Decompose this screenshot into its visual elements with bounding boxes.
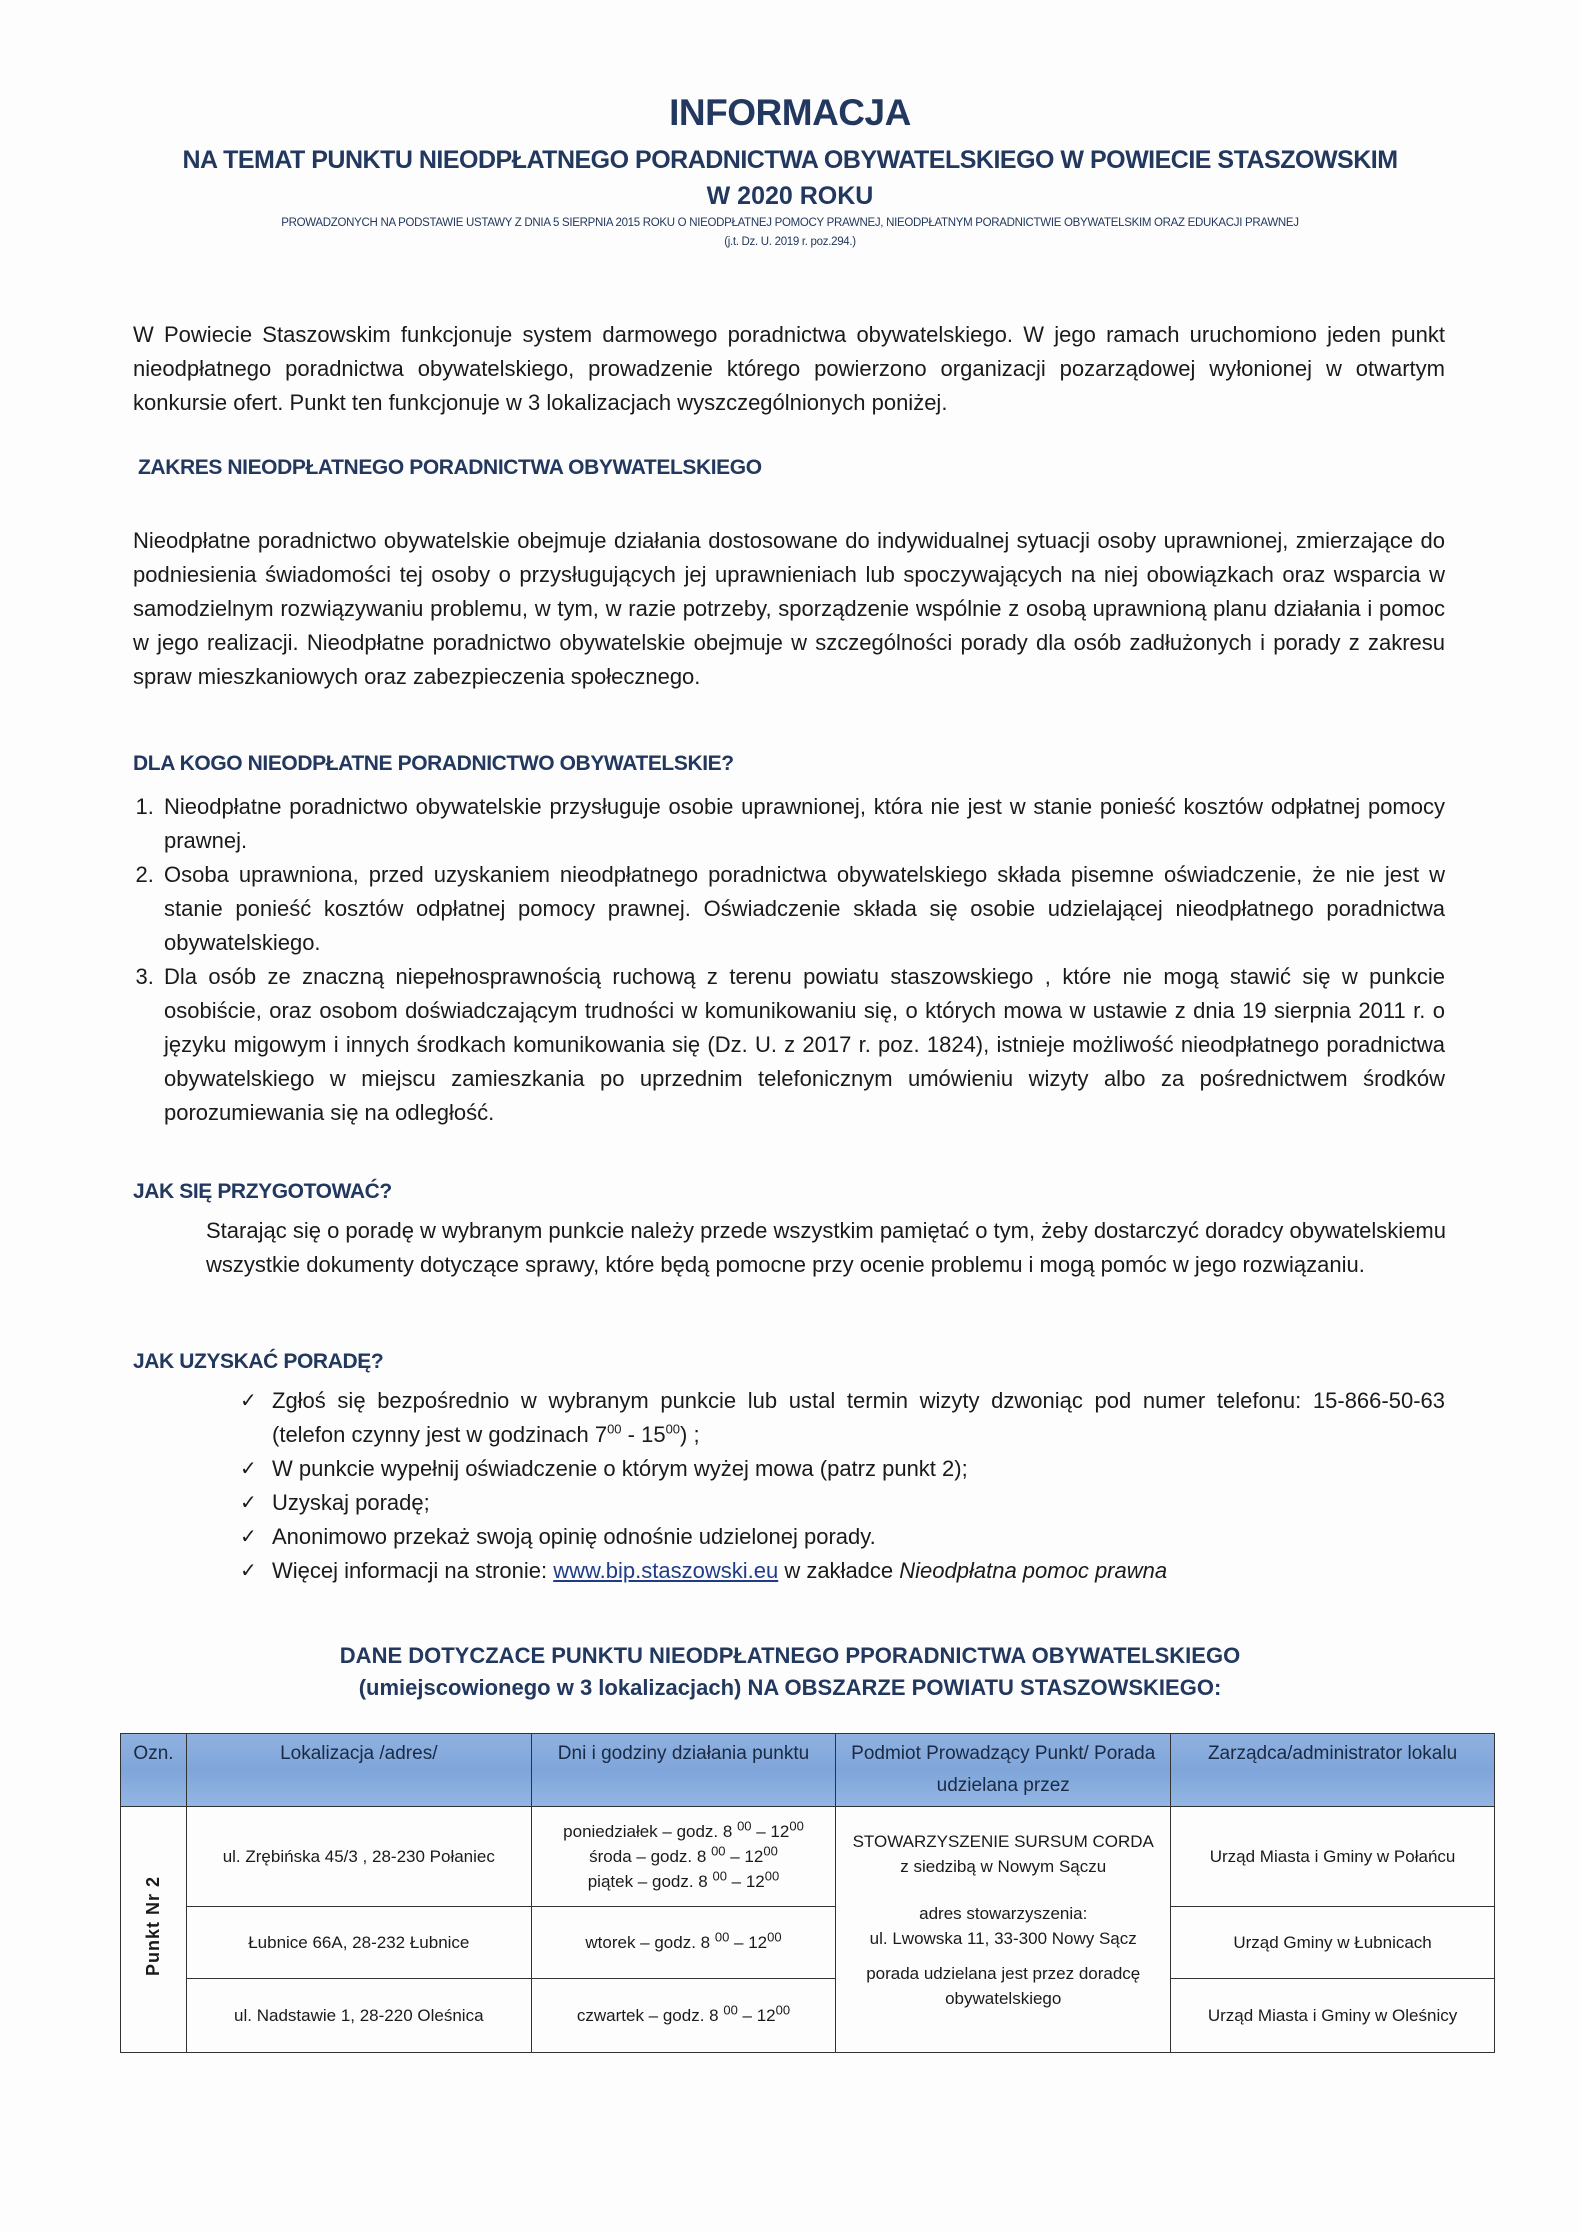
checkmark-icon: ✓ (240, 1492, 257, 1514)
checkmark-icon: ✓ (240, 1526, 257, 1548)
column-header-hours: Dni i godziny działania punktu (531, 1734, 836, 1807)
hours-line: czwartek – godz. 8 $^{00} - 12^{00}$ (576, 2002, 791, 2025)
checkmark-icon: ✓ (240, 1390, 257, 1412)
how-to-item-2: ✓ W punkcie wypełnij oświadczenie o którym wyżej mowa (patrz punkt 2); (240, 1452, 1445, 1486)
location-cell: Łubnice 66A, 28-232 Łubnice (186, 1907, 531, 1979)
table-title-line1: DANE DOTYCZACE PUNKTU NIEODPŁATNEGO PPORADNICTWA OBYWATELSKIEGO (339, 1643, 1241, 1668)
table-row (121, 1979, 1495, 2053)
administrator-cell: Urząd Miasta i Gminy w Oleśnicy (1171, 1979, 1495, 2053)
table-row (121, 1807, 1495, 1907)
bip-website-link[interactable]: www.bip.staszowski.eu (553, 1558, 779, 1583)
table-title-line2: (umiejscowionego w 3 lokalizacjach) NA OBSZARZE POWIATU STASZOWSKIEGO: (358, 1675, 1222, 1700)
table-row (121, 1907, 1495, 1979)
eligibility-heading: DLA KOGO NIEODPŁATNE PORADNICTWO OBYWATELSKIE? (133, 752, 734, 775)
column-header-operator: Podmiot Prowadzący Punkt/ Porada udzielana przez (836, 1734, 1171, 1807)
preparation-heading: JAK SIĘ PRZYGOTOWAĆ? (133, 1180, 392, 1203)
column-header-administrator: Zarządca/administrator lokalu (1171, 1734, 1495, 1807)
how-to-item-1: ✓ Zgłoś się bezpośrednio w wybranym punkcie lub ustal termin wizyty dzwoniąc pod numer telefonu: 15-866-50-63 (telefon czynny jest w godzinach $7^{00} - 15^{00}$) ; (240, 1384, 1445, 1452)
operator-seat: z siedzibą w Nowym Sączu (900, 1857, 1107, 1876)
document-subtitle: NA TEMAT PUNKTU NIEODPŁATNEGO PORADNICTWA OBYWATELSKIEGO W POWIECIE STASZOWSKIM (182, 146, 1398, 174)
scope-heading: ZAKRES NIEODPŁATNEGO PORADNICTWA OBYWATELSKIEGO (138, 456, 762, 479)
hours-line: wtorek – godz. 8 $^{00} - 12^{00}$ (585, 1929, 782, 1952)
column-header-designation: Ozn. (121, 1734, 187, 1807)
administrator-cell: Urząd Gminy w Łubnicach (1171, 1907, 1495, 1979)
document-year: W 2020 ROKU (706, 182, 874, 210)
legal-basis-line1: PROWADZONYCH NA PODSTAWIE USTAWY Z DNIA 5 SIERPNIA 2015 ROKU O NIEODPŁATNEJ POMOCY PRAWNEJ, NIEODPŁATNYM PORADNICTWIE OBYWATELSKIM ORAZ EDUKACJI PRAWNEJ (281, 217, 1299, 229)
checkmark-icon: ✓ (240, 1560, 257, 1582)
hours-line: środa – godz. 8 $^{00} - 12^{00}$ (589, 1843, 778, 1866)
legal-basis (120, 214, 1460, 252)
how-to-list (240, 1384, 1445, 1588)
hours-cell (531, 1907, 836, 1979)
how-to-item-4: ✓ Anonimowo przekaż swoją opinię odnośnie udzielonej porady. (240, 1520, 1445, 1554)
operator-address-label: adres stowarzyszenia: (919, 1904, 1088, 1923)
intro-paragraph: W Powiecie Staszowskim funkcjonuje system darmowego poradnictwa obywatelskiego. W jego ramach uruchomiono jeden punkt nieodpłatnego poradnictwa obywatelskiego, prowadzenie którego powierzono organizacji pozarządowej wyłonionej w otwartym konkursie ofert. Punkt ten funkcjonuje w 3 lokalizacjach wyszczególnionych poniżej. (133, 322, 1445, 415)
hours-line: poniedziałek – godz. 8 $^{00} - 12^{00}$ (563, 1818, 804, 1841)
preparation-paragraph: Starając się o poradę w wybranym punkcie należy przede wszystkim pamiętać o tym, żeby dostarczyć doradcy obywatelskiemu wszystkie dokumenty dotyczące sprawy, które będą pomocne przy ocenie problemu i mogą pomóc w jego rozwiązaniu. (206, 1218, 1446, 1277)
administrator-cell: Urząd Miasta i Gminy w Połańcu (1171, 1807, 1495, 1907)
eligibility-item-3: 3. Dla osób ze znaczną niepełnosprawnością ruchową z terenu powiatu staszowskiego , które nie mogą stawić się w punkcie osobiście, oraz osobom doświadczającym trudności w komunikowaniu się, o których mowa w ustawie z dnia 19 sierpnia 2011 r. o języku migowym i innych środkach komunikowania się (Dz. U. z 2017 r. poz. 1824), istnieje możliwość nieodpłatnego poradnictwa obywatelskiego w miejscu zamieszkania po uprzednim telefonicznym umówieniu wizyty albo za pośrednictwem środków porozumiewania się na odległość. (160, 960, 1445, 1130)
point-label: Punkt Nr 2 (142, 1875, 163, 1977)
table-header-row (121, 1734, 1495, 1807)
column-header-location: Lokalizacja /adres/ (186, 1734, 531, 1807)
hours-line: piątek – godz. 8 $^{00} - 12^{00}$ (587, 1868, 780, 1891)
how-to-item-3: ✓ Uzyskaj poradę; (240, 1486, 1445, 1520)
document-title: INFORMACJA (669, 92, 911, 133)
operator-advice-by: porada udzielana jest przez doradcę obywatelskiego (866, 1964, 1141, 2008)
eligibility-list (112, 790, 1445, 1130)
point-label-cell (121, 1807, 187, 2053)
legal-basis-line2: (j.t. Dz. U. 2019 r. poz.294.) (724, 236, 856, 248)
operator-name: STOWARZYSZENIE SURSUM CORDA (852, 1832, 1154, 1851)
eligibility-item-2: 2. Osoba uprawniona, przed uzyskaniem nieodpłatnego poradnictwa obywatelskiego składa pisemne oświadczenie, że nie jest w stanie ponieść kosztów odpłatnej pomocy prawnej. Oświadczenie składa się osobie udzielającej nieodpłatnego poradnictwa obywatelskiego. (160, 858, 1445, 960)
scope-paragraph: Nieodpłatne poradnictwo obywatelskie obejmuje działania dostosowane do indywidualnej sytuacji osoby uprawnionej, zmierzające do podniesienia świadomości tej osoby o przysługujących jej uprawnieniach lub spoczywających na niej obowiązkach oraz wsparcia w samodzielnym rozwiązywaniu problemu, w tym, w razie potrzeby, sporządzenie wspólnie z osobą uprawnioną planu działania i pomoc w jego realizacji. Nieodpłatne poradnictwo obywatelskie obejmuje w szczególności porady dla osób zadłużonych i porady z zakresu spraw mieszkaniowych oraz zabezpieczenia społecznego. (133, 528, 1445, 689)
table-title (0, 1640, 1580, 1704)
eligibility-item-1: 1. Nieodpłatne poradnictwo obywatelskie przysługuje osobie uprawnionej, która nie jest w stanie ponieść kosztów odpłatnej pomocy prawnej. (160, 790, 1445, 858)
operator-cell (836, 1807, 1171, 2053)
hours-cell (531, 1807, 836, 1907)
operator-address: ul. Lwowska 11, 33-300 Nowy Sącz (869, 1929, 1137, 1948)
checkmark-icon: ✓ (240, 1458, 257, 1480)
location-cell: ul. Zrębińska 45/3 , 28-230 Połaniec (186, 1807, 531, 1907)
points-table (120, 1733, 1495, 2053)
how-to-heading: JAK UZYSKAĆ PORADĘ? (133, 1350, 384, 1373)
how-to-item-5: ✓ Więcej informacji na stronie: www.bip.staszowski.eu w zakładce Nieodpłatna pomoc prawna (240, 1554, 1445, 1588)
location-cell: ul. Nadstawie 1, 28-220 Oleśnica (186, 1979, 531, 2053)
hours-cell (531, 1979, 836, 2053)
